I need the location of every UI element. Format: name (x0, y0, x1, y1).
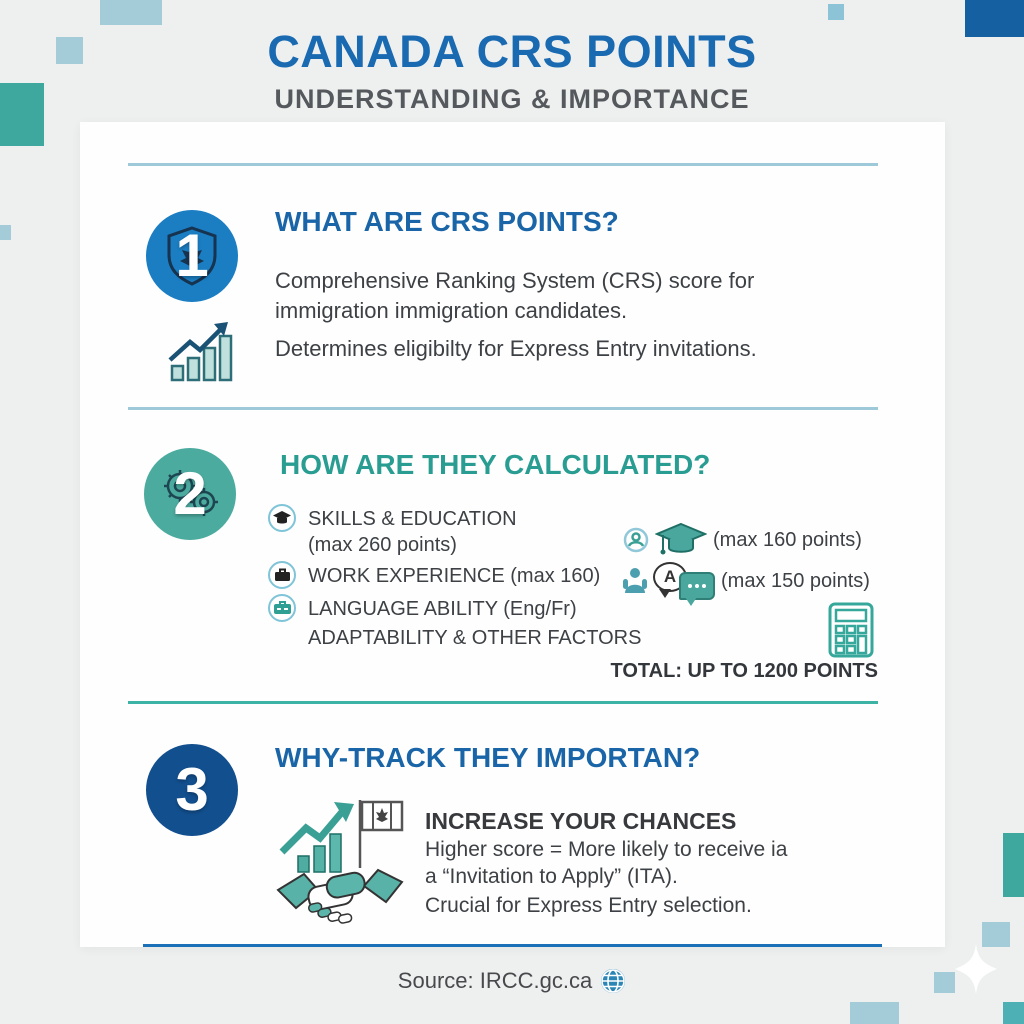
speech-bubbles-icon (653, 562, 715, 600)
source-label: Source: IRCC.gc.ca (397, 968, 593, 993)
education-max-points: (max 160 points) (713, 528, 862, 551)
divider-bottom (128, 701, 878, 704)
language-letter: A (663, 567, 677, 586)
toolbox-circle-icon (268, 594, 296, 622)
section3-line1: Higher score = More likely to receive ia (425, 838, 788, 861)
footer (0, 968, 1024, 994)
globe-person-icon (623, 527, 649, 553)
page-title: CANADA CRS POINTS (267, 26, 757, 77)
divider-top (128, 163, 878, 166)
skills-education-label: SKILLS & EDUCATION (308, 508, 517, 530)
dots-bubble-icon (679, 572, 715, 600)
language-ability-label: LANGUAGE ABILITY (Eng/Fr) (308, 598, 577, 620)
total-points-label: TOTAL: UP TO 1200 POINTS (610, 660, 878, 682)
section2-number: 2 (173, 460, 207, 527)
card-bottom-accent-line (143, 944, 882, 947)
calculator-icon (828, 602, 874, 658)
section1-paragraph-2: Determines eligibilty for Express Entry invitations. (275, 336, 757, 361)
education-points-row (623, 522, 862, 558)
section1-heading: WHAT ARE CRS POINTS? (275, 206, 619, 237)
adaptability-label: ADAPTABILITY & OTHER FACTORS (308, 627, 642, 649)
section3-line3: Crucial for Express Entry selection. (425, 894, 752, 917)
content-card (80, 122, 945, 947)
deco-square-bottom-corner (1003, 1002, 1024, 1024)
section1-number: 1 (175, 222, 209, 289)
skills-education-points: (max 260 points) (308, 534, 457, 556)
graduation-cap-circle-icon (268, 504, 296, 532)
graduation-cap-teal-icon (655, 522, 707, 558)
language-points-row (623, 562, 870, 600)
deco-rect-right-teal (1003, 833, 1024, 897)
deco-square-top-right-small (828, 4, 844, 20)
deco-square-top (100, 0, 162, 25)
deco-rect-bottom-1 (850, 1002, 899, 1024)
work-experience-label: WORK EXPERIENCE (max 160) (308, 565, 601, 587)
language-max-points: (max 150 points) (721, 569, 870, 592)
briefcase-circle-icon (268, 561, 296, 589)
section3-number: 3 (175, 756, 209, 823)
section3-line2: a “Invitation to Apply” (ITA). (425, 865, 678, 888)
header (0, 26, 1024, 115)
page-subtitle: UNDERSTANDING & IMPORTANCE (274, 84, 750, 114)
section3-subheading: INCREASE YOUR CHANCES (425, 808, 737, 834)
divider-middle (128, 407, 878, 410)
deco-square-left-small (0, 225, 11, 240)
section2-heading: HOW ARE THEY CALCULATED? (280, 449, 711, 480)
globe-icon (600, 968, 626, 994)
growth-chart-icon (166, 320, 238, 382)
section1-number-badge (146, 210, 238, 302)
section2-number-badge (144, 448, 236, 540)
section3-heading: WHY-TRACK THEY IMPORTAN? (275, 742, 701, 773)
person-icon (623, 567, 647, 595)
section1-paragraph-1: Comprehensive Ranking System (CRS) score for immigration immigration candidates. (275, 268, 755, 323)
growth-flag-handshake-icon (270, 790, 410, 935)
section3-number-badge (146, 744, 238, 836)
